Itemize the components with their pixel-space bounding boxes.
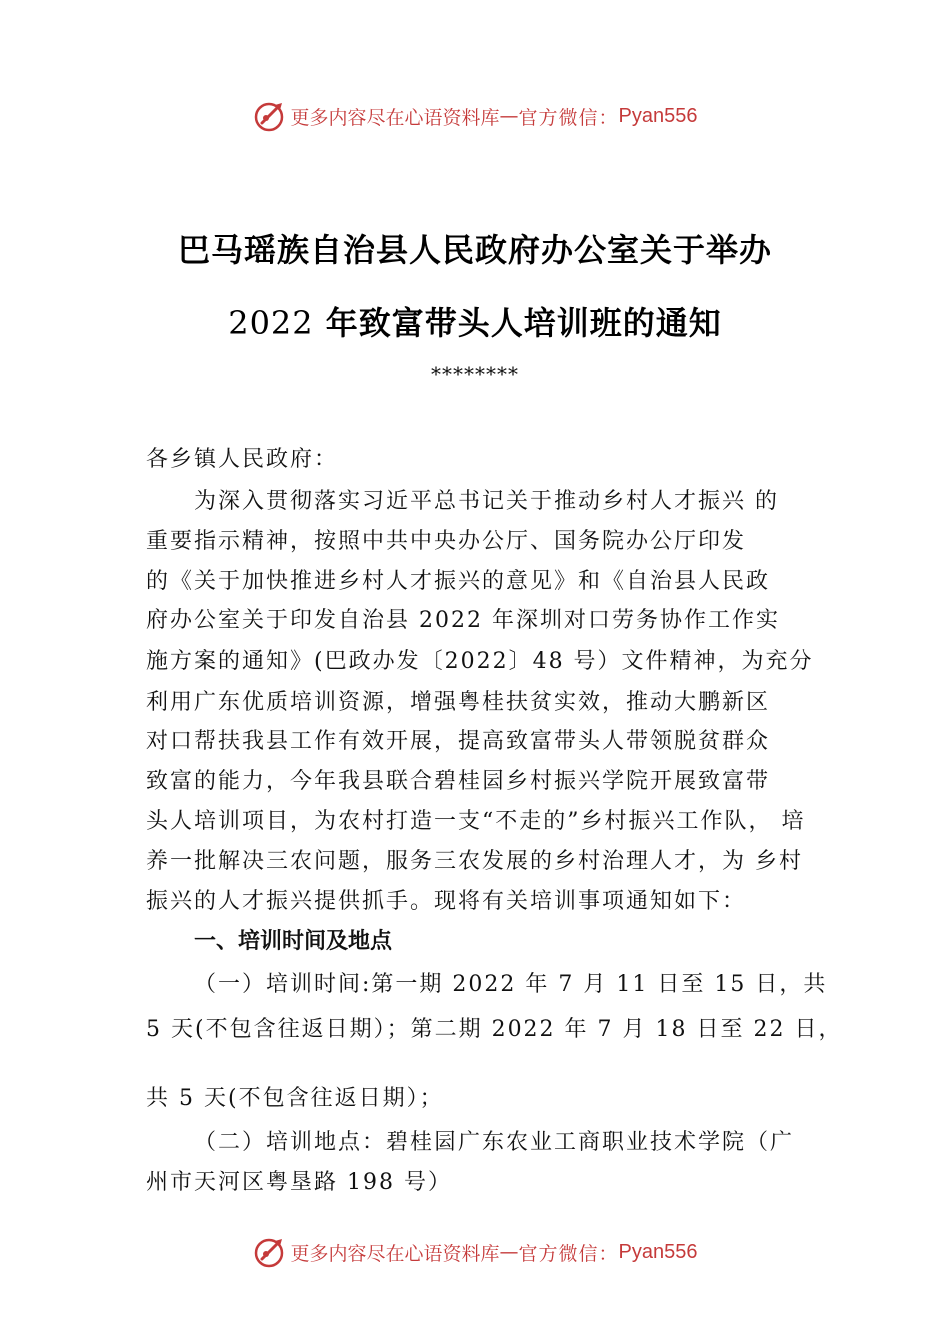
watermark-wechat-label: 官方微信： xyxy=(518,106,619,129)
logo-icon xyxy=(253,99,287,133)
paragraph-line: 养一批解决三农问题，服务三农发展的乡村治理人才，为 乡村 xyxy=(146,849,803,874)
logo-icon xyxy=(253,1235,287,1269)
training-place-line: 州市天河区粤垦路 198 号） xyxy=(146,1170,452,1195)
paragraph-line: 府办公室关于印发自治县 2022 年深圳对口劳务协作工作实 xyxy=(146,608,780,633)
training-place-line: （二）培训地点：碧桂囩广东农业工商职业技术学院（广 xyxy=(194,1130,795,1155)
watermark-brand: 更多内容尽在心语资料库 xyxy=(290,106,500,129)
paragraph-line: 重要指示精神，按照中共中央办公厅、国务院办公厅印发 xyxy=(146,529,747,554)
watermark-separator: — xyxy=(499,1241,519,1263)
training-time-line: 共 5 天(不包含往返日期）； xyxy=(146,1086,444,1111)
watermark-wechat-id: Pyan556 xyxy=(618,104,698,127)
paragraph-line: 致富的能力，今年我县联合碧桂囩乡村振兴学院开展致富带 xyxy=(146,769,771,794)
watermark-brand: 更多内容尽在心语资料库 xyxy=(290,1242,500,1265)
watermark-wechat-id: Pyan556 xyxy=(618,1240,698,1263)
watermark-wechat-label: 官方微信： xyxy=(518,1242,619,1265)
title-line2-text: 年致富带头人培训班的通知 xyxy=(313,304,722,342)
training-time-line: （一）培训时间:第一期 2022 年 7 月 11 日至 15 日，共 xyxy=(194,972,828,997)
document-title-line1: 巴马瑶族自治县人民政府办公室关于举办 xyxy=(177,231,772,269)
paragraph-line: 为深入贯彻落实习近平总书记关于推动乡村人才振兴 的 xyxy=(194,489,779,514)
paragraph-line: 头人培训项目，为农村打造一支“不走的”乡村振兴工作队， 培 xyxy=(146,809,806,834)
watermark-footer xyxy=(0,1232,950,1272)
title-year: 2022 xyxy=(228,304,314,342)
paragraph-line: 的《关于加快推进乡村人才振兴的意见》和《自治县人民政 xyxy=(146,569,771,594)
paragraph-line: 施方案的通知》(巴政办发〔2022〕48 号）文件精神，为充分 xyxy=(146,649,814,674)
paragraph-line: 振兴的人才振兴提供抓手。现将有关培训事项通知如下： xyxy=(146,889,747,914)
section-heading: 一、培训时间及地点 xyxy=(194,929,393,954)
paragraph-line: 对口帮扶我县工作有效开展，提高致富带头人带领脱贫群众 xyxy=(146,729,771,754)
document-number: ******** xyxy=(431,362,519,386)
watermark-header xyxy=(0,96,950,136)
document-title-line2 xyxy=(0,298,950,344)
salutation: 各乡镇人民政府： xyxy=(146,447,339,472)
watermark-separator: — xyxy=(499,105,519,127)
paragraph-line: 利用广东优质培训资源，增强粤桂扶贫实效，推动大鹏新区 xyxy=(146,690,771,715)
training-time-line: 5 天(不包含往返日期）；第二期 2022 年 7 月 18 日至 22 日， xyxy=(146,1017,843,1042)
